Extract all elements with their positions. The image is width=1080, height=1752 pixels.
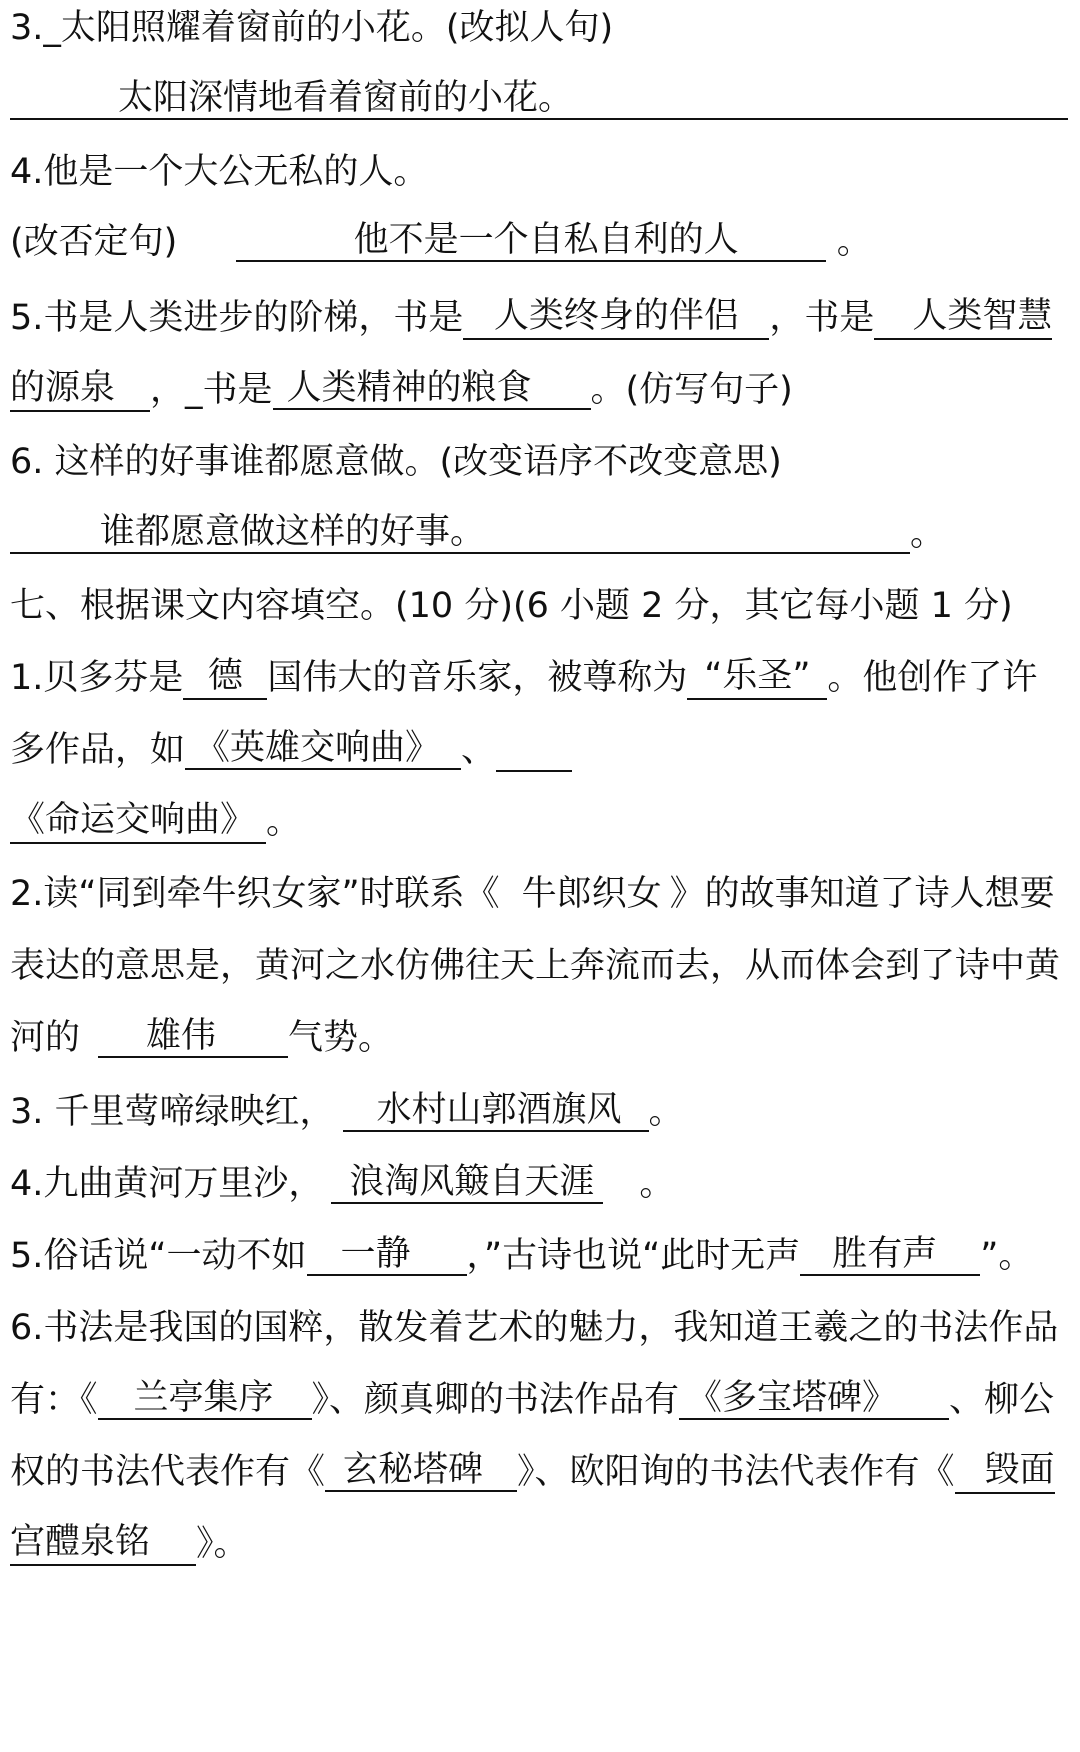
s7-q2-line-2: [10, 942, 1070, 990]
s7-q6-answer-3: 玄秘塔碑: [325, 1448, 517, 1492]
q5-text-c: ，_书是: [150, 370, 273, 410]
s7-q6-answer-4a: 毁面: [955, 1448, 1055, 1494]
s7-q5-text-b: ，”古诗也说“此时无声: [466, 1236, 801, 1276]
s7-q2-text-b: 》的故事知道了诗人想要: [669, 874, 1055, 914]
q6-end: 。: [910, 514, 946, 554]
s7-q6-answer-4b: 宫醴泉铭: [10, 1520, 196, 1566]
s7-q1-line-1: [10, 654, 1070, 702]
s7-q3-end: 。: [648, 1092, 684, 1132]
s7-q6-line-3: [10, 1448, 1070, 1496]
q4-prompt: 4.他是一个大公无私的人。: [10, 152, 429, 192]
s7-q1-text-b: 国伟大的音乐家，被尊称为: [267, 658, 688, 698]
s7-q2-line-1: [10, 870, 1070, 918]
s7-q1-text-f: 。: [266, 802, 302, 842]
s7-q6-text-b: 有：《: [10, 1380, 98, 1420]
q3-answer-blank: 太阳深情地看着窗前的小花。: [10, 76, 1068, 120]
s7-q1-line-3: [10, 798, 1070, 846]
s7-q5-answer-2: 胜有声: [800, 1232, 980, 1276]
section7-heading: 七、根据课文内容填空。(10 分)(6 小题 2 分，其它每小题 1 分): [10, 586, 1013, 626]
q5-text-a: 5.书是人类进步的阶梯，书是: [10, 298, 464, 338]
s7-q6-answer-2: 《多宝塔碑》: [679, 1376, 949, 1420]
s7-q1-text-e: 、: [461, 730, 497, 770]
q5-text-d: 。(仿写句子): [590, 370, 793, 410]
s7-q1-answer-4: 《命运交响曲》: [10, 798, 266, 844]
s7-q5-text-c: ”。: [980, 1236, 1034, 1276]
s7-q1-answer-2: “乐圣”: [687, 654, 827, 700]
s7-q4-end: 。: [639, 1164, 675, 1204]
s7-q6-text-d: 、柳公: [949, 1380, 1055, 1420]
s7-q4-text: 4.九曲黄河万里沙，: [10, 1164, 324, 1204]
s7-q1-line-2: [10, 726, 1070, 774]
q5-answer-3: 人类精神的粮食: [273, 366, 591, 410]
s7-q6-line-1: [10, 1304, 1070, 1352]
s7-q6-line-4: [10, 1520, 1070, 1568]
s7-q6-line-2: [10, 1376, 1070, 1424]
s7-q6-text-c: 》、颜真卿的书法作品有: [311, 1380, 680, 1420]
s7-q4-line: [10, 1160, 1070, 1208]
s7-q5-text-a: 5.俗话说“一动不如: [10, 1236, 307, 1276]
q6-answer-line: [10, 510, 1070, 558]
q5-answer-2b: 的源泉: [10, 366, 150, 412]
s7-q1-blank-continue: [496, 726, 572, 772]
s7-q1-text-d: 多作品，如: [10, 730, 186, 770]
q5-answer-2a: 人类智慧: [874, 294, 1052, 340]
q3-prompt-line: [10, 4, 1070, 52]
s7-q1-answer-1: 德: [183, 654, 267, 700]
s7-q2-answer-1: 牛郎织女: [521, 874, 662, 914]
s7-q1-text-c: 。他创作了许: [827, 658, 1038, 698]
s7-q1-text-a: 1.贝多芬是: [10, 658, 184, 698]
s7-q6-text-e: 权的书法代表作有《: [10, 1452, 326, 1492]
q3-answer-line: [10, 76, 1070, 124]
q4-answer-blank: 他不是一个自私自利的人: [236, 218, 826, 262]
s7-q6-text-g: 》。: [196, 1524, 249, 1564]
s7-q2-answer-2: 雄伟: [98, 1014, 288, 1058]
s7-q1-answer-3: 《英雄交响曲》: [185, 726, 461, 770]
q4-end: 。: [836, 222, 872, 262]
s7-q2-text-e: 气势。: [288, 1018, 394, 1058]
q5-answer-1: 人类终身的伴侣: [463, 294, 769, 340]
s7-q3-answer: 水村山郭酒旗风: [343, 1088, 649, 1132]
q4-prefix: (改否定句): [10, 222, 178, 262]
s7-q5-answer-1: 一静: [307, 1232, 467, 1276]
s7-q6-answer-1: 兰亭集序: [98, 1376, 312, 1420]
q6-prompt-line: [10, 438, 1070, 486]
s7-q2-text-d: 河的: [10, 1018, 81, 1058]
s7-q5-line: [10, 1232, 1070, 1280]
q3-prompt: 3._太阳照耀着窗前的小花。(改拟人句): [10, 8, 614, 48]
s7-q2-line-3: [10, 1014, 1070, 1062]
q6-prompt: 6. 这样的好事谁都愿意做。(改变语序不改变意思): [10, 442, 782, 482]
s7-q6-text-a: 6.书法是我国的国粹，散发着艺术的魅力，我知道王羲之的书法作品: [10, 1308, 1059, 1348]
s7-q6-text-f: 》、欧阳询的书法代表作有《: [517, 1452, 955, 1492]
s7-q2-text-a: 2.读“同到牵牛织女家”时联系《: [10, 874, 500, 914]
q5-line-1: [10, 294, 1070, 342]
q4-answer-line: [10, 218, 1070, 266]
s7-q4-answer: 浪淘风簸自天涯: [331, 1160, 603, 1204]
s7-q3-text: 3. 千里莺啼绿映红，: [10, 1092, 335, 1132]
q5-line-2: [10, 366, 1070, 414]
section7-heading-line: [10, 582, 1070, 630]
q4-prompt-line: [10, 148, 1070, 196]
q5-text-b: ，书是: [769, 298, 875, 338]
s7-q3-line: [10, 1088, 1070, 1136]
s7-q2-text-c: 表达的意思是，黄河之水仿佛往天上奔流而去，从而体会到了诗中黄: [10, 946, 1061, 986]
q6-answer-blank: 谁都愿意做这样的好事。: [10, 510, 910, 554]
